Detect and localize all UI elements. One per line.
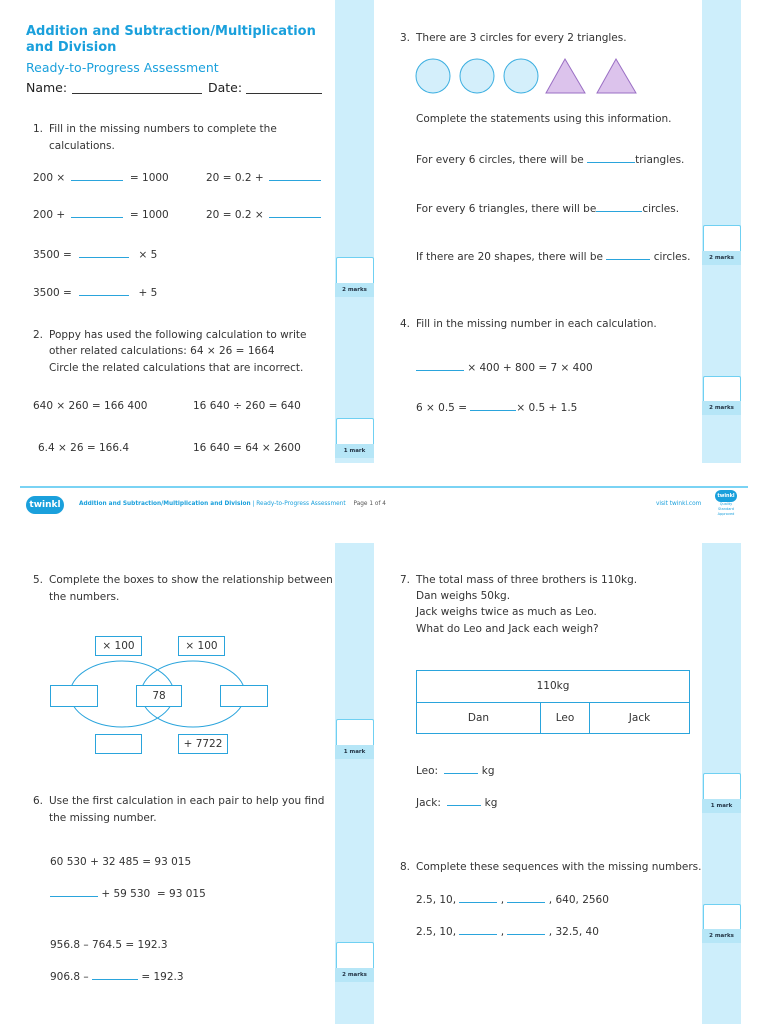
q2-calc-1[interactable]: 640 × 260 = 166 400: [33, 400, 148, 412]
q7-text-1: The total mass of three brothers is 110kg.: [416, 574, 638, 586]
q8-number: 8.: [400, 861, 411, 873]
q1-r2c: 20 = 0.2 ×: [206, 209, 264, 221]
q3-statement-2: [416, 201, 679, 217]
q1-r3b: × 5: [138, 249, 158, 261]
q5-op2: × 100: [185, 640, 218, 652]
q6-line-4: [50, 969, 184, 985]
q3-s1b: triangles.: [635, 154, 685, 166]
q2-calc-4[interactable]: 16 640 = 64 × 2600: [193, 442, 301, 454]
q4-e2b: × 0.5 + 1.5: [516, 402, 578, 414]
q5-op1: × 100: [102, 640, 135, 652]
q5-answer-right[interactable]: [220, 685, 268, 707]
q1-row1-left: [33, 170, 169, 186]
q5-number: 5.: [33, 574, 44, 586]
q5-text-1: Complete the boxes to show the relationship between: [49, 574, 333, 586]
q8-answer-4[interactable]: [507, 934, 545, 935]
q5-op-box-1: [95, 636, 142, 656]
q2-calc-2[interactable]: 16 640 ÷ 260 = 640: [193, 400, 301, 412]
q6-line-3: 956.8 – 764.5 = 192.3: [50, 939, 168, 951]
q7-marks-label: 1 mark: [702, 799, 741, 813]
q1-row2-right: [206, 207, 321, 223]
q5-mark-box[interactable]: [336, 719, 374, 747]
q1-r1b: = 1000: [129, 172, 169, 184]
q3-shapes: [410, 56, 640, 96]
q3-text: There are 3 circles for every 2 triangles.: [416, 32, 627, 44]
footer-title: Addition and Subtraction/Multiplication and Division: [79, 501, 251, 507]
q3-statement-3: [416, 249, 690, 265]
footer-sep: |: [250, 501, 257, 507]
q7-jack-label: Jack:: [416, 797, 441, 809]
circle-shape-3: [504, 59, 538, 93]
q1-mark-box[interactable]: [336, 257, 374, 285]
date-label: Date:: [208, 80, 243, 95]
q3-marks-label: 2 marks: [702, 251, 741, 265]
q7-text-2: Dan weighs 50kg.: [416, 590, 511, 602]
q1-r4a: 3500 =: [33, 287, 72, 299]
q8-seq-1: [416, 892, 609, 908]
q7-jack-cell: Jack: [628, 712, 651, 724]
q7-total-cell: 110kg: [417, 671, 689, 703]
q4-eq-2: [416, 400, 577, 416]
marks-strip-left-top: [335, 0, 374, 463]
q4-answer-1[interactable]: [416, 370, 464, 371]
page-footer: [0, 484, 768, 524]
date-field[interactable]: [246, 93, 322, 94]
q8-seq-2: [416, 924, 599, 940]
q3-mark-box[interactable]: [703, 225, 741, 253]
q8-marks-label: 2 marks: [702, 929, 741, 943]
q1-answer-2[interactable]: [269, 180, 321, 181]
q7-leo-answer: [416, 763, 495, 779]
q8-comma-2: ,: [500, 926, 505, 938]
q4-number: 4.: [400, 318, 411, 330]
q7-bar-model: [416, 670, 690, 734]
quality-badge: [712, 490, 740, 518]
q2-number: 2.: [33, 329, 44, 341]
q2-text-3: Circle the related calculations that are incorrect.: [49, 362, 304, 374]
q3-answer-3[interactable]: [606, 259, 650, 260]
badge-bottom: Quality Standard Approved: [717, 502, 735, 516]
q7-dan-cell: Dan: [417, 703, 541, 733]
twinkl-logo: twinkl: [26, 496, 64, 514]
q5-answer-bottom[interactable]: [95, 734, 142, 754]
q8-s1b: , 640, 2560: [548, 894, 609, 906]
q4-marks-label: 2 marks: [702, 401, 741, 415]
q4-e2a: 6 × 0.5 =: [416, 402, 467, 414]
q7-unit-1: kg: [481, 765, 495, 777]
q6-answer-2[interactable]: [92, 979, 138, 980]
triangle-shape-1: [546, 59, 585, 93]
q1-r1a: 200 ×: [33, 172, 66, 184]
q3-statement-1: [416, 152, 684, 168]
q4-eq-1: [416, 360, 593, 376]
q8-text: Complete these sequences with the missing numbers.: [416, 861, 702, 873]
title-line-1: Addition and Subtraction/Multiplication: [26, 24, 316, 39]
q1-r4b: + 5: [138, 287, 158, 299]
q8-answer-2[interactable]: [507, 902, 545, 903]
page-subtitle: Ready-to-Progress Assessment: [26, 60, 219, 75]
q1-r2a: 200 +: [33, 209, 66, 221]
name-field[interactable]: [72, 93, 202, 94]
q5-marks-label: 1 mark: [335, 745, 374, 759]
q5-op3: + 7722: [183, 738, 223, 750]
q2-calc-3[interactable]: 6.4 × 26 = 166.4: [38, 442, 130, 454]
q6-answer-1[interactable]: [50, 896, 98, 897]
circle-shape-2: [460, 59, 494, 93]
q8-s1a: 2.5, 10,: [416, 894, 457, 906]
q4-e1: × 400 + 800 = 7 × 400: [467, 362, 593, 374]
q6-text-2: the missing number.: [49, 812, 157, 824]
q1-row3: [33, 247, 157, 263]
q7-answer-jack[interactable]: [447, 805, 481, 806]
q1-r2b: = 1000: [129, 209, 169, 221]
footer-subtitle: Ready-to-Progress Assessment: [256, 501, 346, 507]
q5-text-2: the numbers.: [49, 591, 120, 603]
q5-op-box-2: [178, 636, 225, 656]
q6-l2: + 59 530 = 93 015: [101, 888, 206, 900]
footer-site-link[interactable]: visit twinkl.com: [656, 501, 702, 507]
q7-answer-leo[interactable]: [444, 773, 478, 774]
q5-answer-left[interactable]: [50, 685, 98, 707]
q1-text-1: Fill in the missing numbers to complete the: [49, 123, 277, 135]
q1-text-2: calculations.: [49, 140, 115, 152]
q7-mark-box[interactable]: [703, 773, 741, 801]
q7-number: 7.: [400, 574, 411, 586]
q3-s3a: If there are 20 shapes, there will be: [416, 251, 604, 263]
q2-mark-box[interactable]: [336, 418, 374, 446]
q7-text-3: Jack weighs twice as much as Leo.: [416, 606, 597, 618]
q1-row1-right: [206, 170, 321, 186]
q3-answer-1[interactable]: [587, 162, 635, 163]
q2-marks-label: 1 mark: [335, 444, 374, 458]
circle-shape-1: [416, 59, 450, 93]
title-line-2: and Division: [26, 40, 117, 55]
q1-number: 1.: [33, 123, 44, 135]
q6-number: 6.: [33, 795, 44, 807]
q1-marks-label: 2 marks: [335, 283, 374, 297]
q3-number: 3.: [400, 32, 411, 44]
q1-answer-6[interactable]: [79, 295, 129, 296]
q2-text-1: Poppy has used the following calculation to write: [49, 329, 307, 341]
q6-l4b: = 192.3: [141, 971, 184, 983]
q6-line-2: [50, 886, 206, 902]
q5-op-box-3: [178, 734, 228, 754]
q7-text-4: What do Leo and Jack each weigh?: [416, 623, 599, 635]
q8-s2b: , 32.5, 40: [548, 926, 599, 938]
q6-l4a: 906.8 –: [50, 971, 89, 983]
q8-mark-box[interactable]: [703, 904, 741, 932]
name-label: Name:: [26, 80, 68, 95]
q3-answer-2[interactable]: [596, 211, 642, 212]
q1-answer-3[interactable]: [71, 217, 123, 218]
q4-mark-box[interactable]: [703, 376, 741, 404]
q1-answer-1[interactable]: [71, 180, 123, 181]
q1-row2-left: [33, 207, 169, 223]
q7-jack-answer: [416, 795, 497, 811]
q3-instruction: Complete the statements using this information.: [416, 113, 672, 125]
q1-row4: [33, 285, 157, 301]
triangle-shape-2: [597, 59, 636, 93]
q4-text: Fill in the missing number in each calculation.: [416, 318, 657, 330]
footer-text: [79, 496, 386, 512]
q6-marks-label: 2 marks: [335, 968, 374, 982]
q8-s2a: 2.5, 10,: [416, 926, 457, 938]
q8-answer-3[interactable]: [459, 934, 497, 935]
footer-page: Page 1 of 4: [353, 501, 386, 507]
footer-rule: [20, 486, 748, 488]
q1-answer-5[interactable]: [79, 257, 129, 258]
q8-comma-1: ,: [500, 894, 505, 906]
q6-line-1: 60 530 + 32 485 = 93 015: [50, 856, 192, 868]
q7-unit-2: kg: [484, 797, 498, 809]
q2-text-2: other related calculations: 64 × 26 = 1664: [49, 345, 275, 357]
q8-answer-1[interactable]: [459, 902, 497, 903]
badge-top: twinkl: [715, 490, 737, 502]
q3-s1a: For every 6 circles, there will be: [416, 154, 584, 166]
q6-text-1: Use the first calculation in each pair to help you find: [49, 795, 325, 807]
q5-centre-box: [136, 685, 182, 707]
q3-s3b: circles.: [653, 251, 691, 263]
q3-s2a: For every 6 triangles, there will be: [416, 203, 597, 215]
q4-answer-2[interactable]: [470, 410, 516, 411]
q5-centre: 78: [152, 690, 166, 702]
q7-leo-cell: Leo: [541, 703, 590, 733]
q7-leo-label: Leo:: [416, 765, 439, 777]
q3-s2b: circles.: [642, 203, 680, 215]
q6-mark-box[interactable]: [336, 942, 374, 970]
q1-answer-4[interactable]: [269, 217, 321, 218]
q1-r3a: 3500 =: [33, 249, 72, 261]
q1-r1c: 20 = 0.2 +: [206, 172, 264, 184]
page-title: [26, 24, 316, 56]
